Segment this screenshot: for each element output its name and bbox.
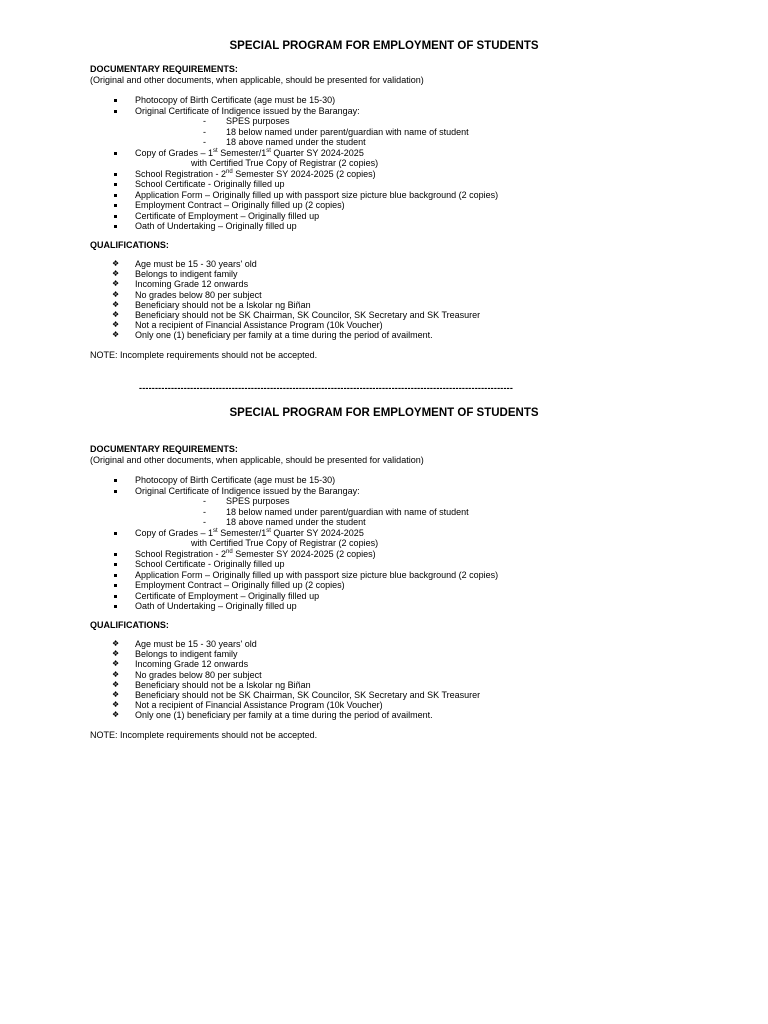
list-item: Oath of Undertaking – Originally filled up <box>90 601 690 612</box>
square-bullet-icon <box>114 204 117 207</box>
square-bullet-icon <box>114 479 117 482</box>
documentary-requirements-note: (Original and other documents, when applicable, should be presented for validation) <box>90 74 424 85</box>
list-item: Certificate of Employment – Originally filled up <box>90 211 690 222</box>
note-text: NOTE: Incomplete requirements should not be accepted. <box>90 349 318 360</box>
list-item: ❖ Incoming Grade 12 onwards <box>112 279 249 290</box>
dashed-divider: --------------------------------------------------------------------------------------------------------------------- <box>139 383 514 393</box>
form-section-2 <box>90 406 690 740</box>
square-bullet-icon <box>114 584 117 587</box>
qualifications-heading: QUALIFICATIONS: <box>90 239 169 250</box>
square-bullet-icon <box>114 194 117 197</box>
list-item: Original Certificate of Indigence issued by the Barangay: - SPES purposes - 18 below named under parent/guardian with name of student - 18 above named under the student <box>90 106 690 148</box>
list-item: ❖ Only one (1) beneficiary per family at a time during the period of availment. <box>112 330 433 341</box>
list-item: ❖ Age must be 15 - 30 years' old <box>112 259 257 269</box>
list-item: Copy of Grades – 1st Semester/1st Quarter SY 2024-2025 with Certified True Copy of Registrar (2 copies) <box>90 148 690 169</box>
diamond-bullet-icon: ❖ <box>112 310 120 320</box>
list-item: ❖ Incoming Grade 12 onwards <box>112 659 249 670</box>
sub-list-item: - 18 above named under the student <box>203 517 366 527</box>
page-title: SPECIAL PROGRAM FOR EMPLOYMENT OF STUDENTS <box>229 40 539 52</box>
diamond-bullet-icon: ❖ <box>112 289 120 299</box>
list-item: Photocopy of Birth Certificate (age must be 15-30) <box>90 95 690 106</box>
diamond-bullet-icon: ❖ <box>112 639 120 648</box>
diamond-bullet-icon: ❖ <box>112 659 120 669</box>
indigence-sub-list <box>135 116 690 148</box>
list-item: Employment Contract – Originally filled up (2 copies) <box>90 580 690 591</box>
grades-continuation: with Certified True Copy of Registrar (2 copies) <box>191 158 379 168</box>
list-item: ❖ Age must be 15 - 30 years' old <box>112 639 257 649</box>
square-bullet-icon <box>114 110 117 113</box>
note-text: NOTE: Incomplete requirements should not be accepted. <box>90 729 318 740</box>
grades-continuation: with Certified True Copy of Registrar (2 copies) <box>191 538 379 548</box>
sub-list-item: - 18 below named under parent/guardian with name of student <box>203 126 469 137</box>
dash-bullet-icon: - <box>203 506 206 517</box>
sub-list-item: - 18 above named under the student <box>203 137 366 147</box>
indigence-sub-list <box>135 496 690 528</box>
square-bullet-icon <box>114 183 117 186</box>
dash-bullet-icon: - <box>203 116 206 126</box>
list-item: ❖ Beneficiary should not be SK Chairman, SK Councilor, SK Secretary and SK Treasurer <box>112 310 481 321</box>
list-item: ❖ Only one (1) beneficiary per family at a time during the period of availment. <box>112 710 433 721</box>
list-item: ❖ Belongs to indigent family <box>112 649 238 660</box>
diamond-bullet-icon: ❖ <box>112 679 120 689</box>
sub-list-item: - SPES purposes <box>203 496 290 506</box>
diamond-bullet-icon: ❖ <box>112 710 120 720</box>
requirements-list <box>90 475 690 612</box>
dash-bullet-icon: - <box>203 126 206 137</box>
list-item: Application Form – Originally filled up with passport size picture blue background (2 copies) <box>90 190 690 201</box>
diamond-bullet-icon: ❖ <box>112 279 120 289</box>
diamond-bullet-icon: ❖ <box>112 320 120 330</box>
documentary-requirements-heading: DOCUMENTARY REQUIREMENTS: <box>90 444 238 454</box>
list-item: ❖ Beneficiary should not be a Iskolar ng Biñan <box>112 299 311 310</box>
list-item: Original Certificate of Indigence issued by the Barangay: - SPES purposes - 18 below named under parent/guardian with name of student - 18 above named under the student <box>90 486 690 528</box>
square-bullet-icon <box>114 152 117 155</box>
documentary-requirements-heading: DOCUMENTARY REQUIREMENTS: <box>90 64 238 74</box>
square-bullet-icon <box>114 563 117 566</box>
diamond-bullet-icon: ❖ <box>112 690 120 700</box>
dash-bullet-icon: - <box>203 496 206 506</box>
list-item: Photocopy of Birth Certificate (age must be 15-30) <box>90 475 690 486</box>
diamond-bullet-icon: ❖ <box>112 299 120 309</box>
list-item: Certificate of Employment – Originally filled up <box>90 591 690 602</box>
list-item: School Registration - 2nd Semester SY 2024-2025 (2 copies) <box>90 169 690 180</box>
diamond-bullet-icon: ❖ <box>112 700 120 710</box>
square-bullet-icon <box>114 595 117 598</box>
square-bullet-icon <box>114 553 117 556</box>
list-item: ❖ Not a recipient of Financial Assistance Program (10k Voucher) <box>112 320 383 331</box>
diamond-bullet-icon: ❖ <box>112 330 120 340</box>
requirements-list <box>90 95 690 232</box>
dash-bullet-icon: - <box>203 137 206 147</box>
list-item: Oath of Undertaking – Originally filled up <box>90 221 690 232</box>
list-item: ❖ No grades below 80 per subject <box>112 669 262 680</box>
square-bullet-icon <box>114 225 117 228</box>
list-item: ❖ Not a recipient of Financial Assistance Program (10k Voucher) <box>112 700 383 711</box>
list-item: ❖ Beneficiary should not be SK Chairman, SK Councilor, SK Secretary and SK Treasurer <box>112 690 481 701</box>
list-item: ❖ No grades below 80 per subject <box>112 289 262 300</box>
list-item: Employment Contract – Originally filled up (2 copies) <box>90 200 690 211</box>
list-item: School Registration - 2nd Semester SY 2024-2025 (2 copies) <box>90 549 690 560</box>
square-bullet-icon <box>114 490 117 493</box>
list-item: Application Form – Originally filled up with passport size picture blue background (2 copies) <box>90 570 690 581</box>
diamond-bullet-icon: ❖ <box>112 669 120 679</box>
diamond-bullet-icon: ❖ <box>112 259 120 268</box>
diamond-bullet-icon: ❖ <box>112 269 120 279</box>
square-bullet-icon <box>114 215 117 218</box>
square-bullet-icon <box>114 99 117 102</box>
list-item: School Certificate - Originally filled up <box>90 179 690 190</box>
dash-bullet-icon: - <box>203 517 206 527</box>
qualifications-heading: QUALIFICATIONS: <box>90 619 169 630</box>
form-section-1 <box>90 39 690 360</box>
diamond-bullet-icon: ❖ <box>112 649 120 659</box>
list-item: ❖ Beneficiary should not be a Iskolar ng Biñan <box>112 679 311 690</box>
square-bullet-icon <box>114 574 117 577</box>
qualifications-list <box>90 259 690 341</box>
sub-list-item: - SPES purposes <box>203 116 290 126</box>
square-bullet-icon <box>114 532 117 535</box>
square-bullet-icon <box>114 605 117 608</box>
documentary-requirements-note: (Original and other documents, when applicable, should be presented for validation) <box>90 454 424 465</box>
list-item: ❖ Belongs to indigent family <box>112 269 238 280</box>
sub-list-item: - 18 below named under parent/guardian with name of student <box>203 506 469 517</box>
square-bullet-icon <box>114 173 117 176</box>
list-item: School Certificate - Originally filled up <box>90 559 690 570</box>
page-title: SPECIAL PROGRAM FOR EMPLOYMENT OF STUDENTS <box>229 407 539 419</box>
qualifications-list <box>90 639 690 721</box>
list-item: Copy of Grades – 1st Semester/1st Quarter SY 2024-2025 with Certified True Copy of Registrar (2 copies) <box>90 528 690 549</box>
